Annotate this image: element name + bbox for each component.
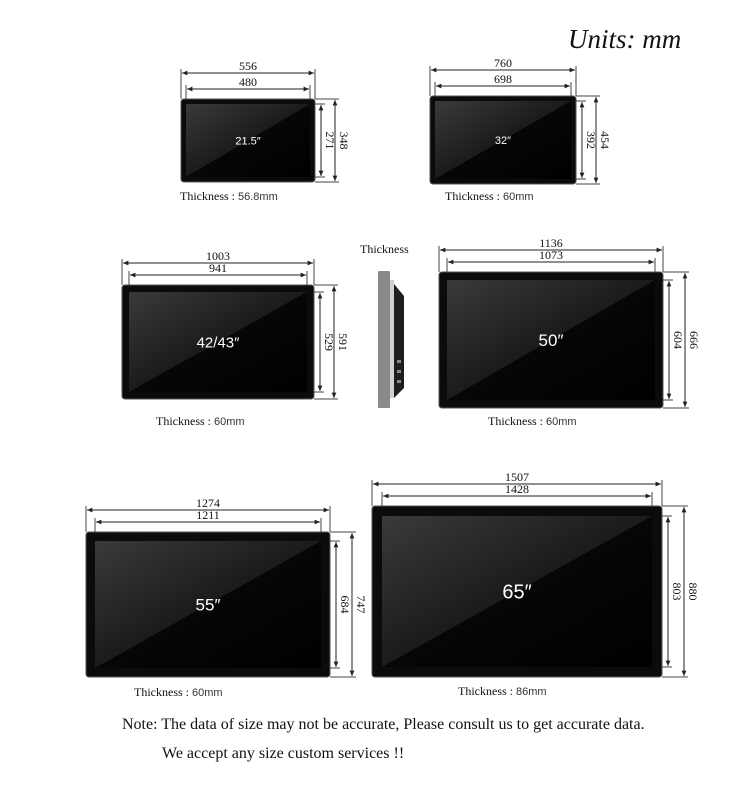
screen-size-label: 32″ — [494, 134, 512, 147]
monitor-5 — [86, 496, 368, 677]
note-line-1: Note: The data of size may not be accurate, Please consult us to get accurate data. — [122, 716, 645, 733]
screen-size-label: 21.5″ — [235, 135, 261, 148]
outer-width-label: 556 — [239, 59, 257, 73]
inner-height-label: 392 — [584, 131, 598, 149]
outer-height-label: 666 — [687, 331, 701, 349]
outer-width-label: 760 — [494, 56, 512, 70]
thickness-value: 60mm — [503, 191, 534, 203]
outer-width-label: 1274 — [196, 496, 220, 510]
outer-height-label: 591 — [336, 333, 350, 351]
inner-height-label: 803 — [670, 582, 684, 601]
thickness-value: 86mm — [516, 686, 547, 698]
outer-height-label: 747 — [354, 595, 368, 614]
inner-width-label: 1211 — [196, 508, 220, 522]
side-view — [378, 271, 404, 408]
inner-width-label: 698 — [494, 72, 512, 86]
screen-size-label: 42/43″ — [196, 334, 240, 352]
thickness-value: 60mm — [546, 416, 577, 428]
thickness-prefix: Thickness : — [445, 189, 503, 203]
units-label: Units: mm — [568, 24, 682, 54]
outer-width-label: 1136 — [539, 236, 563, 250]
thickness-caption — [134, 685, 223, 700]
inner-width-label: 480 — [239, 75, 257, 89]
inner-height-label: 684 — [338, 595, 352, 614]
inner-width-label: 941 — [209, 261, 227, 275]
monitor-1 — [181, 59, 351, 182]
thickness-caption — [458, 684, 547, 699]
thickness-prefix: Thickness : — [458, 684, 516, 698]
side-view-label: Thickness — [360, 242, 409, 256]
thickness-caption — [156, 414, 245, 429]
outer-width-label: 1507 — [505, 470, 529, 484]
thickness-prefix: Thickness : — [134, 685, 192, 699]
thickness-value: 60mm — [192, 687, 223, 699]
inner-height-label: 529 — [322, 333, 336, 351]
thickness-prefix: Thickness : — [156, 414, 214, 428]
outer-height-label: 880 — [686, 582, 700, 601]
outer-width-label: 1003 — [206, 249, 230, 263]
note-line-2: We accept any size custom services !! — [162, 745, 405, 762]
thickness-caption — [180, 189, 278, 204]
inner-height-label: 271 — [323, 131, 337, 150]
monitor-3 — [122, 249, 350, 399]
monitor-6 — [372, 470, 700, 677]
inner-height-label: 604 — [671, 331, 685, 349]
thickness-caption — [445, 189, 534, 204]
inner-width-label: 1073 — [539, 248, 563, 262]
thickness-prefix: Thickness : — [180, 189, 238, 203]
screen-size-label: 65″ — [502, 581, 532, 604]
thickness-caption — [488, 414, 577, 429]
outer-height-label: 454 — [598, 131, 612, 149]
inner-width-label: 1428 — [505, 482, 529, 496]
thickness-value: 60mm — [214, 416, 245, 428]
screen-size-label: 55″ — [195, 595, 221, 615]
thickness-prefix: Thickness : — [488, 414, 546, 428]
thickness-value: 56.8mm — [238, 191, 278, 203]
monitor-2 — [430, 56, 612, 184]
screen-size-label: 50″ — [538, 330, 564, 350]
monitor-4 — [439, 236, 701, 408]
outer-height-label: 348 — [337, 131, 351, 150]
